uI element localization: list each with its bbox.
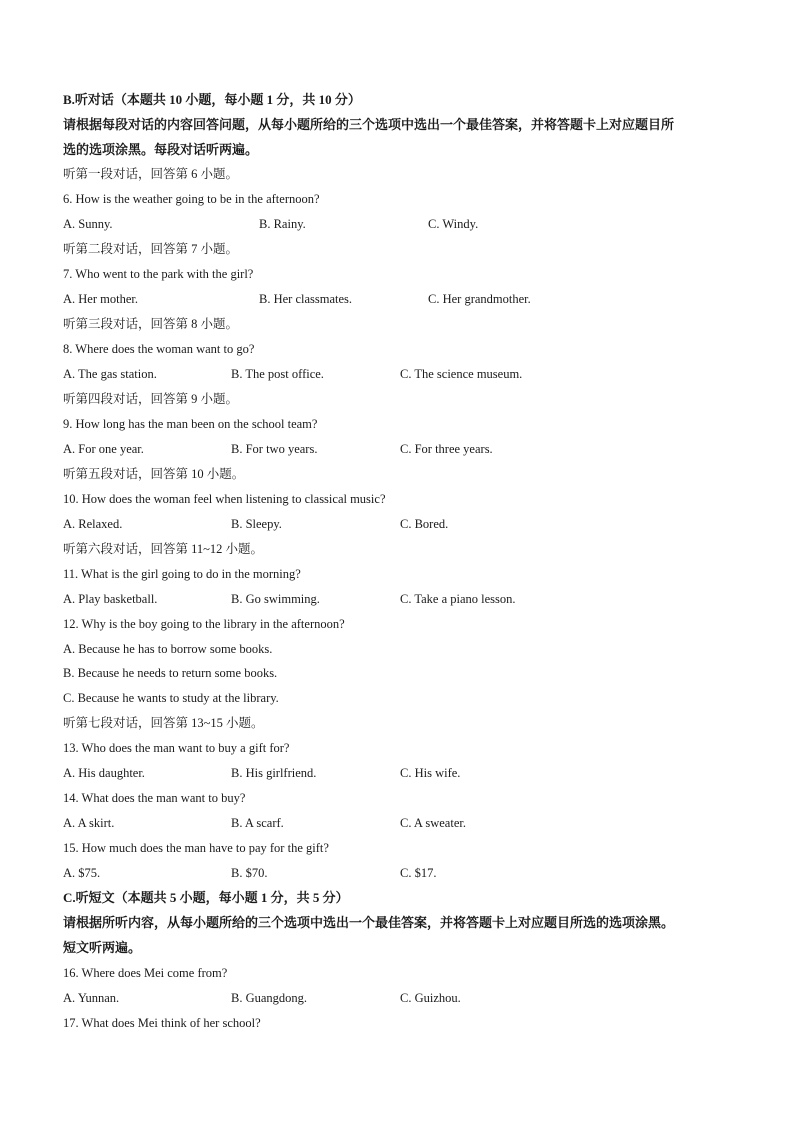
q15-option-c: C. $17.: [400, 866, 437, 880]
q14-option-b: B. A scarf.: [231, 816, 284, 830]
question-13: 13. Who does the man want to buy a gift for?: [63, 741, 290, 755]
q6-option-c: C. Windy.: [428, 217, 479, 231]
q9-option-a: A. For one year.: [63, 442, 144, 456]
q12-option-c: C. Because he wants to study at the library.: [63, 691, 279, 705]
q15-option-b: B. $70.: [231, 866, 268, 880]
q13-option-b: B. His girlfriend.: [231, 766, 317, 780]
q9-option-b: B. For two years.: [231, 442, 318, 456]
q16-option-a: A. Yunnan.: [63, 991, 120, 1005]
q10-option-a: A. Relaxed.: [63, 517, 123, 531]
question-8: 8. Where does the woman want to go?: [63, 342, 255, 356]
cue-dialogue-4: 听第四段对话，回答第 9 小题。: [63, 392, 239, 406]
section-b-heading: B.听对话（本题共 10 小题，每小题 1 分，共 10 分）: [63, 92, 361, 107]
q12-option-a: A. Because he has to borrow some books.: [63, 642, 273, 656]
q14-option-c: C. A sweater.: [400, 816, 466, 830]
q11-option-b: B. Go swimming.: [231, 592, 320, 606]
q8-option-a: A. The gas station.: [63, 367, 157, 381]
question-6: 6. How is the weather going to be in the afternoon?: [63, 192, 320, 206]
q14-option-a: A. A skirt.: [63, 816, 115, 830]
section-c-heading: C.听短文（本题共 5 小题，每小题 1 分，共 5 分）: [63, 890, 349, 905]
q16-option-b: B. Guangdong.: [231, 991, 308, 1005]
section-c-instructions-line1: 请根据所听内容，从每小题所给的三个选项中选出一个最佳答案，并将答题卡上对应题目所选的选项涂黑。: [63, 915, 675, 930]
cue-dialogue-6: 听第六段对话，回答第 11~12 小题。: [63, 542, 264, 556]
q11-option-a: A. Play basketball.: [63, 592, 158, 606]
q8-option-b: B. The post office.: [231, 367, 324, 381]
q13-option-c: C. His wife.: [400, 766, 461, 780]
q11-option-c: C. Take a piano lesson.: [400, 592, 516, 606]
cue-dialogue-3: 听第三段对话，回答第 8 小题。: [63, 317, 239, 331]
section-b-instructions-line2: 选的选项涂黑。每段对话听两遍。: [63, 142, 259, 157]
q7-option-b: B. Her classmates.: [259, 292, 353, 306]
question-15: 15. How much does the man have to pay for the gift?: [63, 841, 329, 855]
q6-option-a: A. Sunny.: [63, 217, 113, 231]
question-9: 9. How long has the man been on the school team?: [63, 417, 318, 431]
question-16: 16. Where does Mei come from?: [63, 966, 228, 980]
cue-dialogue-1: 听第一段对话，回答第 6 小题。: [63, 167, 239, 181]
q9-option-c: C. For three years.: [400, 442, 493, 456]
question-11: 11. What is the girl going to do in the morning?: [63, 567, 301, 581]
q15-option-a: A. $75.: [63, 866, 101, 880]
q7-option-c: C. Her grandmother.: [428, 292, 531, 306]
cue-dialogue-7: 听第七段对话，回答第 13~15 小题。: [63, 716, 264, 730]
cue-dialogue-5: 听第五段对话，回答第 10 小题。: [63, 467, 245, 481]
cue-dialogue-2: 听第二段对话，回答第 7 小题。: [63, 242, 239, 256]
q8-option-c: C. The science museum.: [400, 367, 523, 381]
q7-option-a: A. Her mother.: [63, 292, 138, 306]
section-b-instructions-line1: 请根据每段对话的内容回答问题，从每小题所给的三个选项中选出一个最佳答案，并将答题卡上对应题目所: [63, 117, 675, 132]
question-12: 12. Why is the boy going to the library in the afternoon?: [63, 617, 345, 631]
question-7: 7. Who went to the park with the girl?: [63, 267, 254, 281]
q13-option-a: A. His daughter.: [63, 766, 145, 780]
question-10: 10. How does the woman feel when listening to classical music?: [63, 492, 386, 506]
q10-option-c: C. Bored.: [400, 517, 449, 531]
q10-option-b: B. Sleepy.: [231, 517, 282, 531]
section-c-instructions-line2: 短文听两遍。: [63, 940, 142, 955]
question-17: 17. What does Mei think of her school?: [63, 1016, 261, 1030]
q16-option-c: C. Guizhou.: [400, 991, 461, 1005]
question-14: 14. What does the man want to buy?: [63, 791, 246, 805]
q6-option-b: B. Rainy.: [259, 217, 306, 231]
q12-option-b: B. Because he needs to return some books.: [63, 666, 278, 680]
